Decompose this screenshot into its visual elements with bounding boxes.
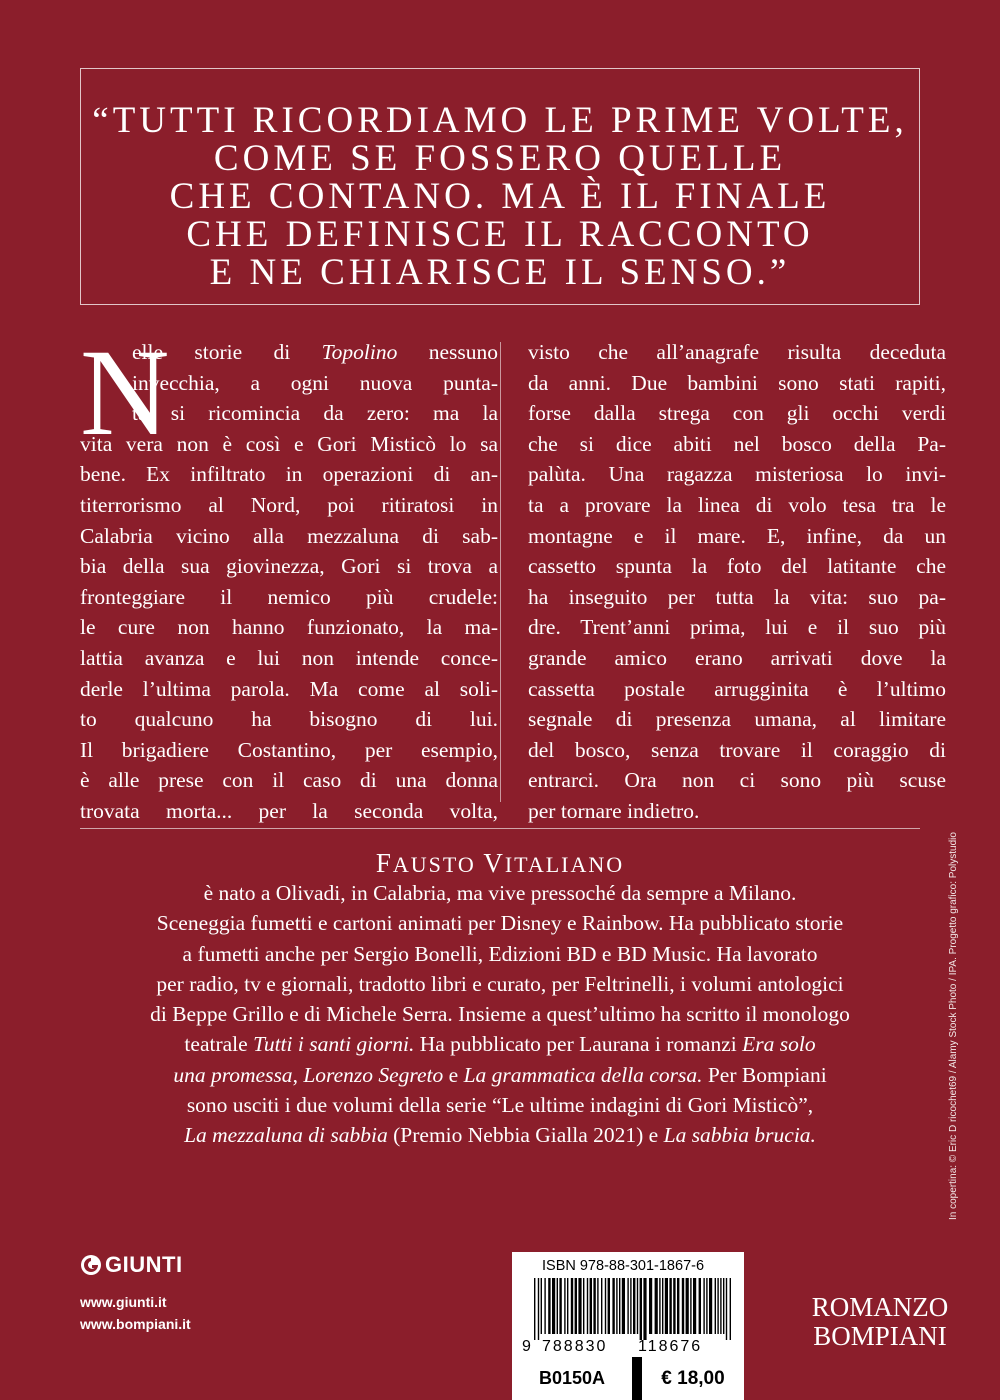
barcode-bar [601, 1278, 602, 1334]
barcode-bar [567, 1278, 568, 1334]
series-name: ROMANZO BOMPIANI [811, 1292, 949, 1351]
quote-line: E NE CHIARISCE IL SENSO.” [209, 252, 791, 293]
barcode-bar [548, 1278, 550, 1334]
barcode [512, 1252, 744, 1357]
blurb-line: che si dice abiti nel bosco della Pa- [528, 431, 946, 456]
price-separator [632, 1357, 642, 1400]
barcode-bar [659, 1278, 660, 1334]
blurb-line: le cure non hanno funzionato, la ma- [80, 615, 498, 640]
publisher-logo-text: GIUNTI [105, 1252, 183, 1277]
barcode-bar [686, 1278, 689, 1334]
barcode-bars [520, 1278, 736, 1354]
blurb-line: cassetta postale arrugginita è l’ultimo [528, 676, 946, 701]
quote-box [80, 68, 920, 305]
barcode-bar [720, 1278, 721, 1334]
product-code: B0150A [512, 1357, 632, 1400]
blurb-line: to qualcuno ha bisogno di lui. [80, 707, 498, 732]
barcode-bar [538, 1278, 539, 1340]
publisher-url[interactable]: www.giunti.it [80, 1294, 167, 1310]
blurb-line: è alle prese con il caso di una donna [80, 768, 498, 793]
barcode-bar [655, 1278, 658, 1334]
quote-line: CHE CONTANO. MA È IL FINALE [169, 176, 831, 217]
barcode-bar [643, 1278, 646, 1340]
giunti-logo-icon [80, 1254, 102, 1276]
barcode-bar [605, 1278, 606, 1334]
blurb-line: ha inseguito per tutta la vita: suo pa- [528, 584, 946, 609]
barcode-bar [730, 1278, 731, 1340]
blurb-line: del bosco, senza trovare il coraggio di [528, 737, 946, 762]
isbn-text: ISBN 978-88-301-1867-6 [542, 1258, 705, 1274]
barcode-bar [723, 1278, 724, 1334]
blurb-line: visto che all’anagrafe risulta deceduta [528, 340, 946, 364]
barcode-digits: 118676 [638, 1338, 703, 1354]
blurb-line: segnale di presenza umana, al limitare [528, 707, 946, 732]
barcode-bar [640, 1278, 642, 1340]
author-bio [80, 878, 920, 1151]
barcode-bar [699, 1278, 701, 1334]
blurb-line: lattia avanza e lui non intende conce- [80, 645, 498, 670]
bio-line: una promessa, Lorenzo Segreto e La grammatica della corsa. Per Bompiani [173, 1062, 827, 1087]
blurb-line: bia della sua giovinezza, Gori si trova a [80, 554, 498, 579]
barcode-bar [541, 1278, 542, 1334]
blurb-line: ta a provare la linea di volo tesa tra le [528, 492, 946, 517]
barcode-bar [682, 1278, 684, 1334]
blurb-line: fronteggiare il nemico più crudele: [80, 584, 498, 609]
barcode-bar [715, 1278, 716, 1334]
blurb-line: derle l’ultima parola. Ma come al soli- [80, 676, 498, 701]
barcode-bar [649, 1278, 652, 1334]
bio-line: è nato a Olivadi, in Calabria, ma vive pressoché da sempre a Milano. [203, 881, 797, 905]
barcode-bar [619, 1278, 620, 1334]
blurb-line: grande amico erano arrivati dove la [528, 645, 946, 670]
price: € 18,00 [661, 1368, 725, 1389]
barcode-bar [616, 1278, 617, 1334]
barcode-bar [612, 1278, 614, 1334]
barcode-digits: 788830 [542, 1338, 608, 1354]
section-divider [80, 828, 920, 829]
barcode-bar [575, 1278, 577, 1334]
barcode-bar [593, 1278, 595, 1334]
barcode-bar [534, 1278, 535, 1340]
barcode-bar [673, 1278, 675, 1334]
author-name: FAUSTO VITALIANO [375, 848, 625, 878]
barcode-bar [693, 1278, 696, 1334]
blurb-line: entrarci. Ora non ci sono più scuse [528, 768, 946, 793]
barcode-bar [726, 1278, 727, 1340]
barcode-bar [665, 1278, 668, 1334]
barcode-bar [571, 1278, 573, 1334]
barcode-bar [709, 1278, 712, 1334]
barcode-bar [583, 1278, 584, 1334]
bio-line: di Beppe Grillo e di Michele Serra. Insieme a quest’ultimo ha scritto il monologo [150, 1002, 850, 1027]
bio-line: sono usciti i due volumi della serie “Le ultime indagini di Gori Misticò”, [186, 1093, 814, 1118]
blurb-line: montagne e il mare. E, infine, da un [528, 523, 946, 548]
blurb-line: cassetto spunta la foto del latitante che [528, 554, 946, 579]
blurb-line: invecchia, a ogni nuova punta- [132, 370, 498, 395]
barcode-bar [706, 1278, 707, 1334]
barcode-bar [717, 1278, 718, 1334]
blurb-line: vita vera non è così e Gori Misticò lo sa [80, 431, 498, 456]
barcode-bar [669, 1278, 671, 1334]
barcode-bar [564, 1278, 565, 1334]
barcode-bar [662, 1278, 663, 1334]
barcode-bar [627, 1278, 628, 1334]
blurb-line: da anni. Due bambini sono stati rapiti, [528, 370, 946, 395]
blurb-line: dre. Trent’anni prima, lui e il suo più [528, 615, 946, 640]
barcode-bar [630, 1278, 631, 1334]
barcode-bar [559, 1278, 561, 1334]
barcode-bar [557, 1278, 558, 1334]
cover-credit: In copertina: © Eric D ricochet69 / Alamy Stock Photo / IPA. Progetto grafico: Polystudio [948, 832, 959, 1220]
publisher-logo [80, 1252, 183, 1278]
blurb-right-column [528, 337, 946, 827]
blurb-line: Calabria vicino alla mezzaluna di sab- [80, 523, 498, 548]
barcode-bar [578, 1278, 581, 1334]
barcode-bar [633, 1278, 635, 1334]
bio-line: teatrale Tutti i santi giorni. Ha pubblicato per Laurana i romanzi Era solo [184, 1032, 816, 1057]
blurb-line: ta si ricomincia da zero: ma la [132, 401, 498, 426]
blurb-line: Il brigadiere Costantino, per esempio, [80, 737, 498, 762]
blurb-line: palùta. Una ragazza misteriosa lo invi- [528, 462, 946, 487]
barcode-bar [703, 1278, 704, 1334]
quote-line: “TUTTI RICORDIAMO LE PRIME VOLTE, [92, 100, 908, 141]
blurb-line: titerrorismo al Nord, poi ritiratosi in [80, 492, 498, 517]
bio-line: La mezzaluna di sabbia (Premio Nebbia Gialla 2021) e La sabbia brucia. [184, 1123, 816, 1148]
quote-line: COME SE FOSSERO QUELLE [213, 138, 787, 179]
barcode-bar [608, 1278, 610, 1334]
barcode-bar [597, 1278, 598, 1334]
drop-cap: N [80, 324, 170, 461]
bio-line: per radio, tv e giornali, tradotto libri e curato, per Feltrinelli, i volumi antologici [156, 971, 844, 996]
price-box [512, 1357, 744, 1400]
barcode-bar [622, 1278, 625, 1334]
barcode-digits: 9 [522, 1338, 533, 1354]
barcode-bar [587, 1278, 588, 1334]
barcode-bar [544, 1278, 545, 1334]
bio-line: Sceneggia fumetti e cartoni animati per Disney e Rainbow. Ha pubblicato storie [156, 911, 844, 936]
blurb-line: bene. Ex infiltrato in operazioni di an- [80, 462, 498, 487]
blurb-left-column [80, 337, 498, 827]
barcode-bar [637, 1278, 638, 1334]
bio-line: a fumetti anche per Sergio Bonelli, Edizioni BD e BD Music. Ha lavorato [182, 941, 818, 966]
barcode-bar [590, 1278, 592, 1334]
barcode-bar [552, 1278, 555, 1334]
barcode-bar [677, 1278, 679, 1334]
blurb-line: trovata morta... per la seconda volta, [80, 798, 498, 823]
publisher-url[interactable]: www.bompiani.it [80, 1316, 191, 1332]
blurb-line: elle storie di Topolino nessuno [132, 340, 498, 364]
column-divider [500, 342, 501, 802]
quote-line: CHE DEFINISCE IL RACCONTO [186, 214, 814, 255]
barcode-bar [690, 1278, 691, 1334]
blurb-line: forse dalla strega con gli occhi verdi [528, 401, 946, 426]
blurb-line: per tornare indietro. [528, 798, 700, 823]
